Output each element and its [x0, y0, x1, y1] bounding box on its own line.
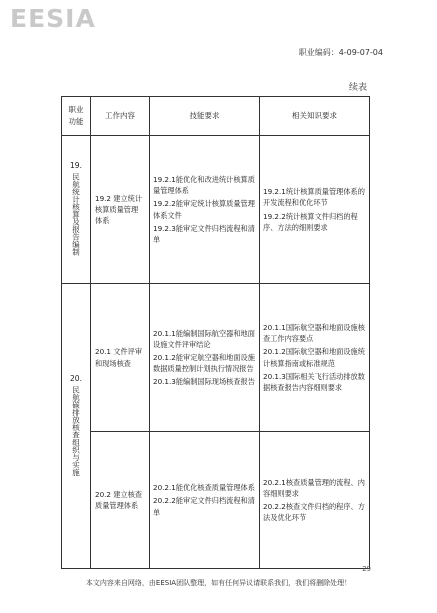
col-header-knowledge-text: 相关知识要求 [292, 111, 337, 121]
function-cell [62, 136, 91, 284]
col-header-skills [150, 97, 260, 136]
footer-disclaimer: 本文内容来自网络，由EESIA团队整理，如有任何异议请联系我们，我们将删除处理！ [85, 579, 352, 587]
function-name: 民航碳排放核查组织与实施 [71, 385, 81, 476]
requirement-item: 19.2.1能优化和改进统计核算质量管理体系 [153, 175, 255, 196]
skills-cell [150, 432, 260, 569]
function-name: 民航统计核算及报告编制 [71, 172, 81, 256]
col-header-function-text: 职业功能 [68, 105, 84, 126]
function-number: 20. [70, 374, 82, 384]
page-number: 29 [362, 565, 371, 573]
col-header-work-content [91, 97, 150, 136]
requirement-item: 20.1.3国际相关飞行活动排放数据核查报告内容细则要求 [263, 371, 365, 392]
skills-cell [150, 284, 260, 432]
table-row [62, 284, 370, 432]
table-row [62, 432, 370, 569]
requirement-item: 20.1.2国际航空器和地面设施统计核算指南或标准规范 [263, 347, 365, 368]
requirement-item: 20.1.3能编制国际现场核查报告 [153, 377, 255, 387]
skills-cell [150, 136, 260, 284]
requirement-item: 20.1.1能编制国际航空器和地面设施文件评审结论 [153, 328, 255, 349]
requirement-item: 19.2.1统计核算质量管理体系的开发流程和优化环节 [263, 187, 365, 208]
skill-requirements-table [61, 96, 370, 569]
requirement-item: 20.1.2能审定航空器和地面设施数据质量控制计划执行情况报告 [153, 352, 255, 374]
function-cell [62, 284, 91, 569]
col-header-skills-text: 技能要求 [189, 111, 220, 121]
table-row [62, 136, 370, 284]
work-content-cell: 20.1 文件评审和现场核查 [91, 284, 150, 432]
col-header-work-content-text: 工作内容 [105, 111, 135, 121]
work-content-cell: 19.2 建立统计核算质量管理体系 [91, 136, 150, 284]
requirement-item: 20.2.1能优化核查质量管理体系 [153, 483, 255, 493]
requirement-item: 19.2.2统计核算文件归档的程序、方法的细则要求 [263, 211, 358, 232]
occupation-code: 职业编码：4-09-07-04 [298, 48, 383, 57]
requirement-item: 20.1.1国际航空器和地面设施核查工作内容要点 [263, 323, 365, 344]
requirement-item: 20.2.2能审定文件归档流程和清单 [153, 496, 255, 517]
work-content-cell: 20.2 建立核查质量管理体系 [91, 432, 150, 569]
requirement-item: 19.2.2能审定统计核算质量管理体系文件 [153, 199, 255, 220]
requirement-item: 20.2.1核查质量管理的流程、内容细则要求 [263, 477, 365, 498]
requirement-item: 19.2.3能审定文件归档流程和清单 [153, 223, 255, 244]
knowledge-cell [260, 284, 370, 432]
knowledge-cell [260, 136, 370, 284]
continued-label: 续表 [348, 83, 367, 93]
knowledge-cell [260, 432, 370, 569]
function-number: 19. [70, 161, 82, 171]
col-header-knowledge [260, 97, 370, 136]
col-header-function [62, 97, 91, 136]
requirement-item: 20.2.2核查文件归档的程序、方法及优化环节 [263, 502, 365, 523]
eesia-logo: EESIA [10, 4, 96, 33]
table-header-row [62, 97, 370, 136]
